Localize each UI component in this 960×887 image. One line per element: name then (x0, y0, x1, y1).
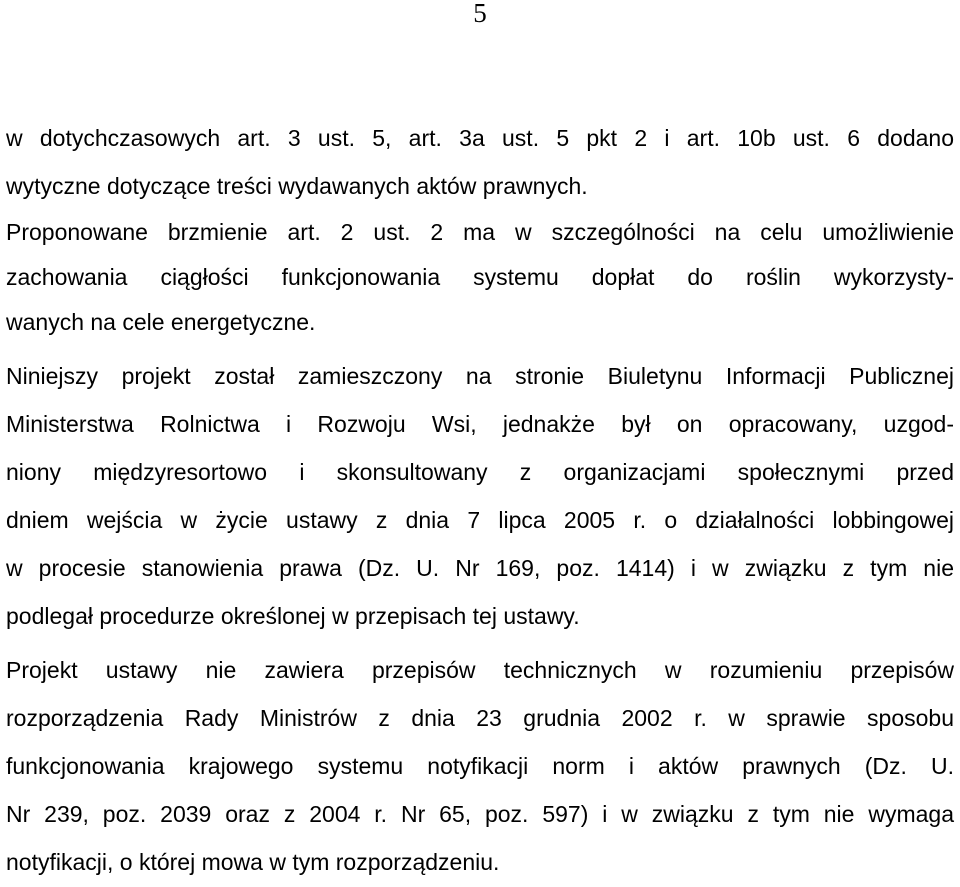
text-line: zachowania ciągłości funkcjonowania systemu dopłat do roślin wykorzysty- (6, 264, 954, 290)
document-body (6, 114, 954, 886)
text-line: w dotychczasowych art. 3 ust. 5, art. 3a ust. 5 pkt 2 i art. 10b ust. 6 dodano (6, 125, 954, 151)
text-line: wanych na cele energetyczne. (6, 309, 316, 335)
paragraph-notification-statement (6, 646, 954, 886)
page-number: 5 (473, 0, 487, 28)
text-line: niony międzyresortowo i skonsultowany z organizacjami społecznymi przed (6, 459, 954, 485)
text-line: rozporządzenia Rady Ministrów z dnia 23 grudnia 2002 r. w sprawie sposobu (6, 705, 954, 731)
text-line: w procesie stanowienia prawa (Dz. U. Nr 169, poz. 1414) i w związku z tym nie (6, 555, 954, 581)
text-line: Proponowane brzmienie art. 2 ust. 2 ma w szczególności na celu umożliwienie (6, 219, 954, 245)
paragraph-art-2-proposal (6, 210, 954, 345)
text-line: Ministerstwa Rolnictwa i Rozwoju Wsi, jednakże był on opracowany, uzgod- (6, 411, 954, 437)
text-line: dniem wejścia w życie ustawy z dnia 7 lipca 2005 r. o działalności lobbingowej (6, 507, 954, 533)
text-line: podlegał procedurze określonej w przepisach tej ustawy. (6, 603, 580, 629)
text-line: Niniejszy projekt został zamieszczony na stronie Biuletynu Informacji Publicznej (6, 363, 954, 389)
paragraph-lobbying-statement (6, 352, 954, 640)
text-line: wytyczne dotyczące treści wydawanych aktów prawnych. (6, 173, 588, 199)
text-line: funkcjonowania krajowego systemu notyfikacji norm i aktów prawnych (Dz. U. (6, 753, 954, 779)
text-line: notyfikacji, o której mowa w tym rozporządzeniu. (6, 849, 500, 875)
text-line: Nr 239, poz. 2039 oraz z 2004 r. Nr 65, poz. 597) i w związku z tym nie wymaga (6, 801, 954, 827)
paragraph-guidelines (6, 114, 954, 210)
text-line: Projekt ustawy nie zawiera przepisów technicznych w rozumieniu przepisów (6, 657, 954, 683)
